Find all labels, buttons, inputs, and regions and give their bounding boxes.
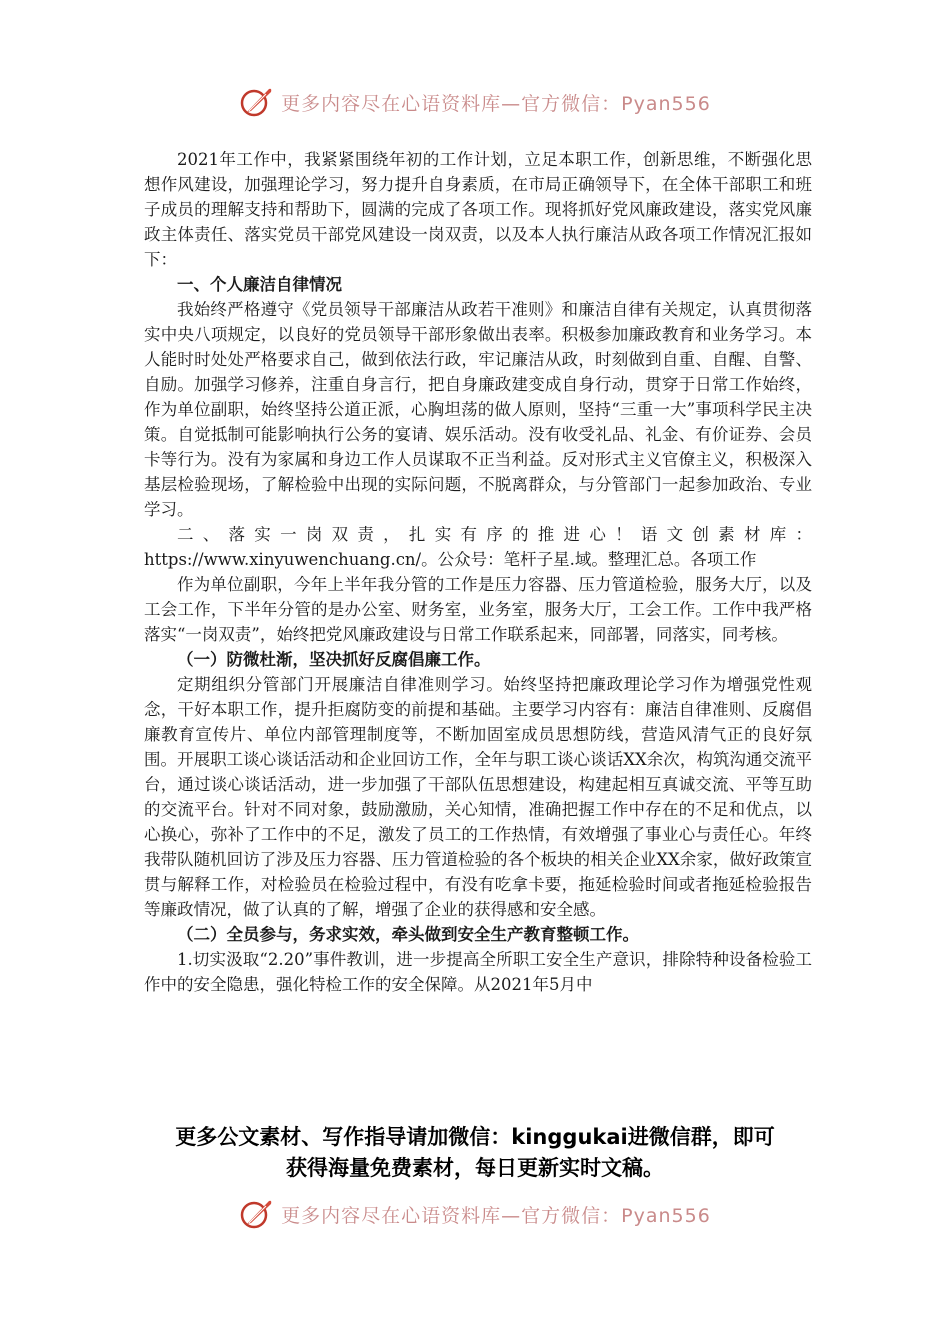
promo-banner	[100, 1122, 850, 1184]
feather-logo-icon	[239, 84, 275, 120]
paragraph-responsibility: 作为单位副职，今年上半年我分管的工作是压力容器、压力管道检验，服务大厅，以及工会工作，下半年分管的是办公室、财务室，业务室，服务大厅，工会工作。工作中我严格落实“一岗双责”，始终把党风廉政建设与日常工作联系起来，同部署，同落实，同考核。	[144, 575, 812, 644]
watermark-text: 更多内容尽在心语资料库—官方微信：Pyan556	[281, 92, 711, 115]
watermark-text: 更多内容尽在心语资料库—官方微信：Pyan556	[281, 1204, 711, 1227]
watermark-footer	[0, 1194, 950, 1234]
heading-section-2: 二、落实一岗双责，扎实有序的推进心！语文创素材库：https://www.xinyuwenchuang.cn/。公众号：笔杆子星.域。整理汇总。各项工作	[144, 525, 812, 569]
promo-line-2: 获得海量免费素材，每日更新实时文稿。	[286, 1156, 664, 1180]
feather-logo-icon	[239, 1196, 275, 1232]
document-body	[144, 147, 812, 997]
paragraph-self-discipline: 我始终严格遵守《党员领导干部廉洁从政若干准则》和廉洁自律有关规定，认真贯彻落实中央八项规定，以良好的党员领导干部形象做出表率。积极参加廉政教育和业务学习。本人能时时处处严格要求自己，做到依法行政，牢记廉洁从政，时刻做到自重、自醒、自警、自励。加强学习修养，注重自身言行，把自身廉政建变成自身行动，贯穿于日常工作始终，作为单位副职，始终坚持公道正派，心胸坦荡的做人原则，坚持“三重一大”事项科学民主决策。自觉抵制可能影响执行公务的宴请、娱乐活动。没有收受礼品、礼金、有价证券、会员卡等行为。没有为家属和身边工作人员谋取不正当利益。反对形式主义官僚主义，积极深入基层检验现场，了解检验中出现的实际问题，不脱离群众，与分管部门一起参加政治、专业学习。	[144, 300, 812, 519]
paragraph-intro: 2021年工作中，我紧紧围绕年初的工作计划，立足本职工作，创新思维，不断强化思想作风建设，加强理论学习，努力提升自身素质，在市局正确领导下，在全体干部职工和班子成员的理解支持和帮助下，圆满的完成了各项工作。现将抓好党风廉政建设，落实党风廉政主体责任、落实党员干部党风建设一岗双责，以及本人执行廉洁从政各项工作情况汇报如下：	[144, 150, 812, 269]
heading-subsection-2: （二）全员参与，务求实效，牵头做到安全生产教育整顿工作。	[177, 925, 639, 944]
promo-line-1: 更多公文素材、写作指导请加微信：kinggukai进微信群，即可	[175, 1125, 775, 1149]
watermark-header	[0, 82, 950, 122]
heading-subsection-1: （一）防微杜渐，坚决抓好反腐倡廉工作。	[177, 650, 491, 669]
paragraph-safety: 1.切实汲取“2.20”事件教训，进一步提高全所职工安全生产意识，排除特种设备检验工作中的安全隐患，强化特检工作的安全保障。从2021年5月中	[144, 950, 812, 994]
paragraph-anti-corruption: 定期组织分管部门开展廉洁自律准则学习。始终坚持把廉政理论学习作为增强党性观念，干好本职工作，提升拒腐防变的前提和基础。主要学习内容有：廉洁自律准则、反腐倡廉教育宣传片、单位内部管理制度等，不断加固室成员思想防线，营造风清气正的良好氛围。开展职工谈心谈话活动和企业回访工作，全年与职工谈心谈话XX余次，构筑沟通交流平台，通过谈心谈话活动，进一步加强了干部队伍思想建设，构建起相互真诚交流、平等互助的交流平台。针对不同对象，鼓励激励，关心知情，准确把握工作中存在的不足和优点，以心换心，弥补了工作中的不足，激发了员工的工作热情，有效增强了事业心与责任心。年终我带队随机回访了涉及压力容器、压力管道检验的各个板块的相关企业XX余家，做好政策宣贯与解释工作，对检验员在检验过程中，有没有吃拿卡要，拖延检验时间或者拖延检验报告等廉政情况，做了认真的了解，增强了企业的获得感和安全感。	[144, 675, 812, 919]
heading-section-1: 一、个人廉洁自律情况	[177, 275, 342, 294]
